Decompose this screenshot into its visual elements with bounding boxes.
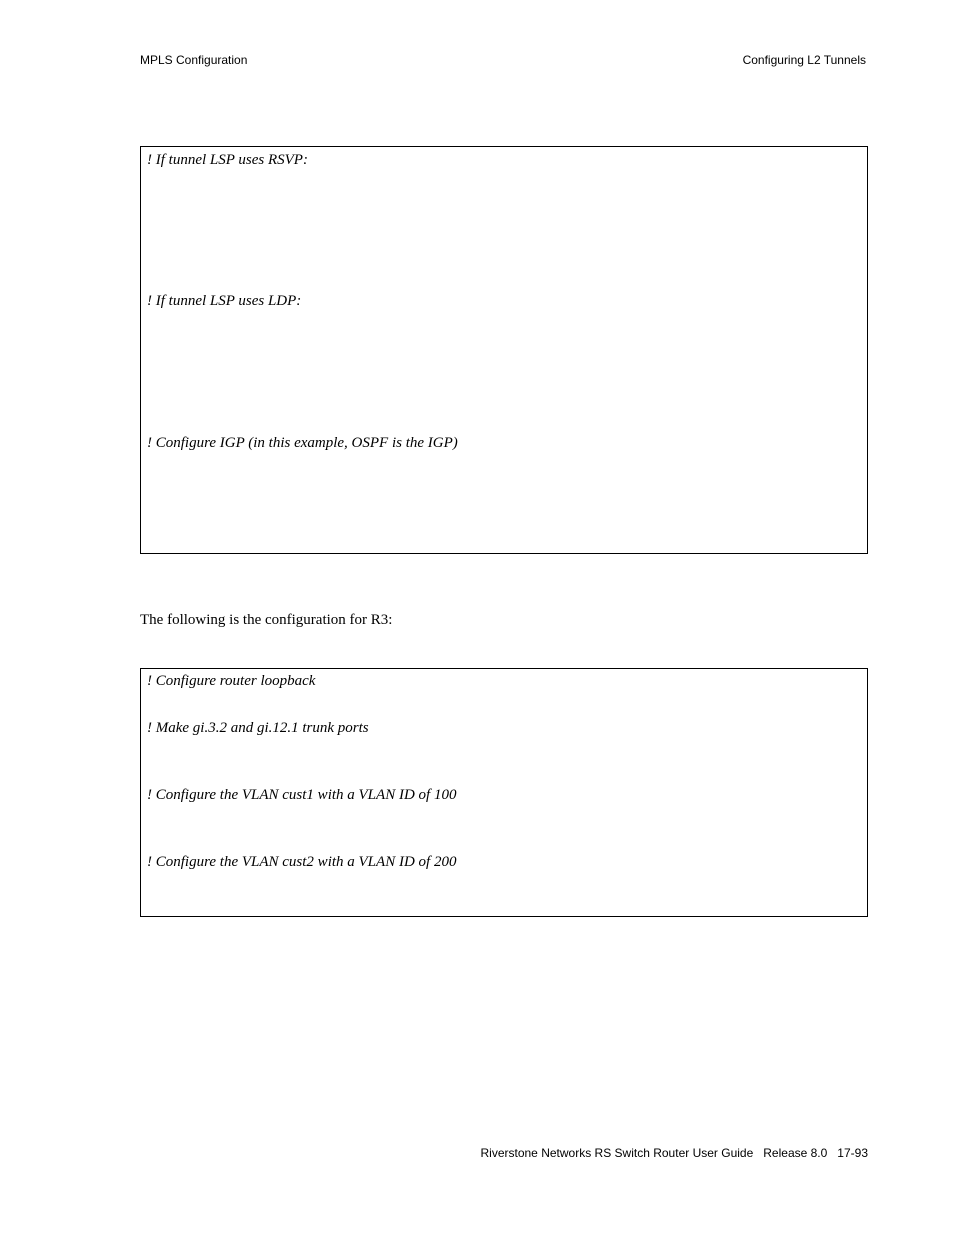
comment-ldp: ! If tunnel LSP uses LDP: [147, 293, 302, 309]
comment-igp: ! Configure IGP (in this example, OSPF is the IGP) [147, 435, 458, 451]
comment-vlan-cust1: ! Configure the VLAN cust1 with a VLAN ID of 100 [147, 787, 457, 803]
comment-loopback: ! Configure router loopback [147, 673, 316, 689]
running-footer: Riverstone Networks RS Switch Router User Guide Release 8.0 17-93 [480, 1146, 868, 1160]
config-box-r2 [140, 146, 868, 554]
running-header-left: MPLS Configuration [140, 53, 248, 67]
comment-rsvp: ! If tunnel LSP uses RSVP: [147, 152, 308, 168]
comment-trunk-ports: ! Make gi.3.2 and gi.12.1 trunk ports [147, 720, 369, 736]
running-header-right: Configuring L2 Tunnels [742, 53, 866, 67]
body-paragraph: The following is the configuration for R3: [140, 612, 393, 628]
comment-vlan-cust2: ! Configure the VLAN cust2 with a VLAN ID of 200 [147, 854, 457, 870]
config-box-r3 [140, 668, 868, 917]
